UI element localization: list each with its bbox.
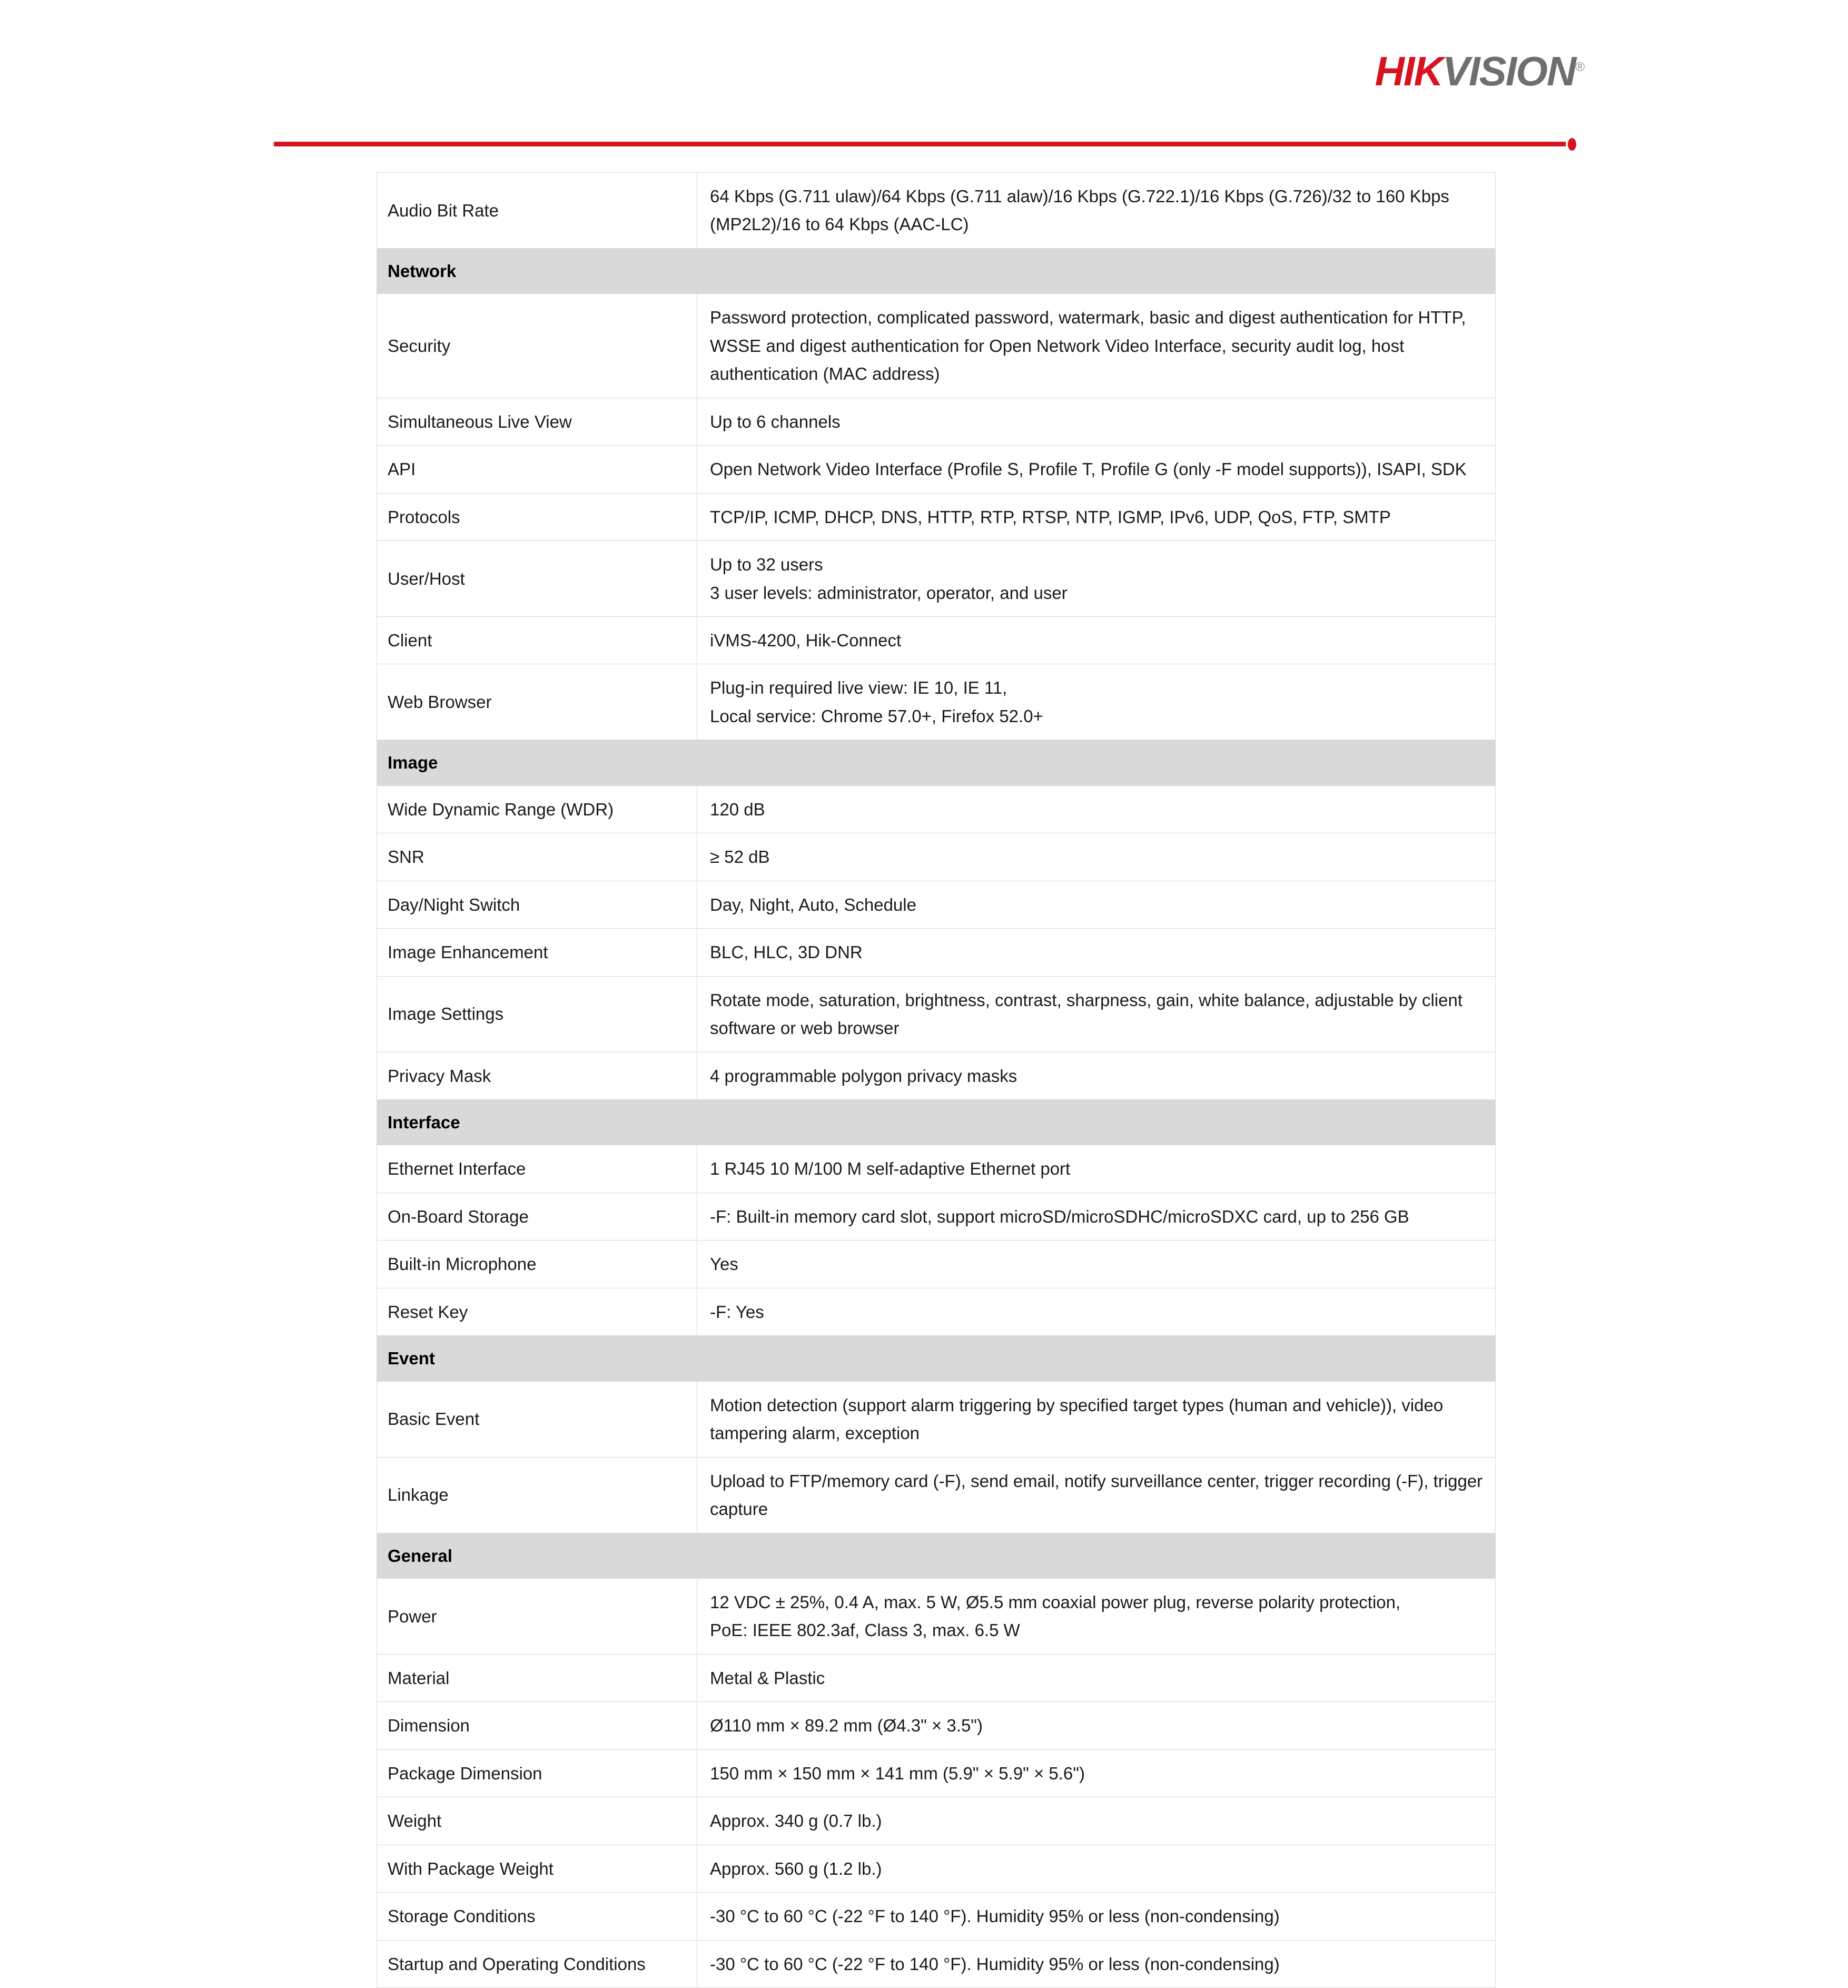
spec-row-label: Audio Bit Rate bbox=[377, 173, 697, 249]
spec-row-label: Power bbox=[377, 1578, 697, 1654]
spec-row-value: Plug-in required live view: IE 10, IE 11, Local service: Chrome 57.0+, Firefox 52.0+ bbox=[697, 664, 1496, 740]
spec-row-label: Built-in Microphone bbox=[377, 1241, 697, 1288]
spec-row-value: ≥ 52 dB bbox=[697, 833, 1496, 881]
spec-row-label: Day/Night Switch bbox=[377, 881, 697, 928]
spec-section-header-row bbox=[377, 248, 1496, 293]
spec-row-value: Up to 32 users 3 user levels: administrator, operator, and user bbox=[697, 541, 1496, 617]
header-rule bbox=[274, 138, 1585, 150]
spec-row bbox=[377, 1797, 1496, 1845]
spec-row-value: Approx. 560 g (1.2 lb.) bbox=[697, 1845, 1496, 1892]
spec-row-label: Privacy Mask bbox=[377, 1052, 697, 1099]
spec-row bbox=[377, 398, 1496, 445]
spec-row bbox=[377, 1654, 1496, 1701]
spec-row bbox=[377, 1241, 1496, 1288]
spec-row-value: Day, Night, Auto, Schedule bbox=[697, 881, 1496, 928]
spec-row-label: Protocols bbox=[377, 493, 697, 540]
spec-row bbox=[377, 1145, 1496, 1193]
spec-row-value: iVMS-4200, Hik-Connect bbox=[697, 616, 1496, 664]
spec-row-value: -F: Built-in memory card slot, support microSD/microSDHC/microSDXC card, up to 256 GB bbox=[697, 1193, 1496, 1240]
spec-section-header-row bbox=[377, 740, 1496, 785]
spec-row bbox=[377, 1288, 1496, 1335]
spec-row-value: BLC, HLC, 3D DNR bbox=[697, 929, 1496, 976]
logo-text-hik: HIK bbox=[1375, 48, 1442, 94]
spec-row-label: On-Board Storage bbox=[377, 1193, 697, 1240]
spec-row bbox=[377, 785, 1496, 833]
spec-row-value: Open Network Video Interface (Profile S, Profile T, Profile G (only -F model supports)), ISAPI, SDK bbox=[697, 446, 1496, 493]
specification-table bbox=[377, 172, 1496, 1988]
spec-row bbox=[377, 976, 1496, 1052]
spec-row bbox=[377, 1457, 1496, 1533]
spec-section-header-label: Image bbox=[377, 740, 1496, 785]
specification-table-container bbox=[377, 172, 1496, 1988]
spec-row bbox=[377, 1381, 1496, 1457]
spec-row bbox=[377, 1052, 1496, 1099]
spec-row bbox=[377, 1578, 1496, 1654]
spec-section-header-row bbox=[377, 1336, 1496, 1381]
spec-row-label: Simultaneous Live View bbox=[377, 398, 697, 445]
spec-row-value: Metal & Plastic bbox=[697, 1654, 1496, 1701]
spec-row-value: Ø110 mm × 89.2 mm (Ø4.3" × 3.5") bbox=[697, 1702, 1496, 1749]
spec-row bbox=[377, 616, 1496, 664]
spec-row-label: Image Settings bbox=[377, 976, 697, 1052]
spec-row-value: 120 dB bbox=[697, 785, 1496, 833]
spec-row-label: Startup and Operating Conditions bbox=[377, 1940, 697, 1987]
spec-section-header-label: Network bbox=[377, 248, 1496, 293]
spec-row-value: Yes bbox=[697, 1241, 1496, 1288]
spec-row-value: Rotate mode, saturation, brightness, contrast, sharpness, gain, white balance, adjustable by client software or web browser bbox=[697, 976, 1496, 1052]
spec-section-header-label: Event bbox=[377, 1336, 1496, 1381]
spec-row-value: Upload to FTP/memory card (-F), send email, notify surveillance center, trigger recording (-F), trigger capture bbox=[697, 1457, 1496, 1533]
spec-section-header-row bbox=[377, 1533, 1496, 1578]
spec-row-label: Client bbox=[377, 616, 697, 664]
spec-row-label: Material bbox=[377, 1654, 697, 1701]
spec-row-label: SNR bbox=[377, 833, 697, 881]
spec-row-label: Web Browser bbox=[377, 664, 697, 740]
spec-row-value: 1 RJ45 10 M/100 M self-adaptive Ethernet port bbox=[697, 1145, 1496, 1193]
spec-row bbox=[377, 929, 1496, 976]
spec-row-label: Storage Conditions bbox=[377, 1893, 697, 1940]
spec-row-value: 64 Kbps (G.711 ulaw)/64 Kbps (G.711 alaw)/16 Kbps (G.722.1)/16 Kbps (G.726)/32 to 160 Kbps (MP2L2)/16 to 64 Kbps (AAC-LC) bbox=[697, 173, 1496, 249]
spec-section-header-label: Interface bbox=[377, 1099, 1496, 1145]
spec-row bbox=[377, 664, 1496, 740]
spec-row-value: Password protection, complicated password, watermark, basic and digest authentication for HTTP, WSSE and digest authentication for Open Network Video Interface, security audit log, host authentication (MAC address) bbox=[697, 294, 1496, 398]
spec-row bbox=[377, 833, 1496, 881]
spec-row bbox=[377, 541, 1496, 617]
spec-row-value: Up to 6 channels bbox=[697, 398, 1496, 445]
spec-row-label: Package Dimension bbox=[377, 1749, 697, 1797]
spec-row bbox=[377, 881, 1496, 928]
spec-row bbox=[377, 1749, 1496, 1797]
spec-row-value: -30 °C to 60 °C (-22 °F to 140 °F). Humidity 95% or less (non-condensing) bbox=[697, 1940, 1496, 1987]
hikvision-logo bbox=[1375, 48, 1585, 94]
spec-row-label: Weight bbox=[377, 1797, 697, 1845]
spec-row-value: 4 programmable polygon privacy masks bbox=[697, 1052, 1496, 1099]
spec-row bbox=[377, 1845, 1496, 1892]
spec-row bbox=[377, 446, 1496, 493]
spec-row-label: Linkage bbox=[377, 1457, 697, 1533]
spec-row-label: Basic Event bbox=[377, 1381, 697, 1457]
spec-row-label: Ethernet Interface bbox=[377, 1145, 697, 1193]
logo-text-vision: VISION bbox=[1442, 48, 1576, 94]
page-header bbox=[0, 0, 1848, 158]
spec-row-label: With Package Weight bbox=[377, 1845, 697, 1892]
spec-section-header-row bbox=[377, 1099, 1496, 1145]
spec-row-label: Image Enhancement bbox=[377, 929, 697, 976]
spec-row-label: Reset Key bbox=[377, 1288, 697, 1335]
spec-row bbox=[377, 1940, 1496, 1987]
spec-row-value: 12 VDC ± 25%, 0.4 A, max. 5 W, Ø5.5 mm coaxial power plug, reverse polarity protection, PoE: IEEE 802.3af, Class 3, max. 6.5 W bbox=[697, 1578, 1496, 1654]
spec-row bbox=[377, 1893, 1496, 1940]
spec-row-label: API bbox=[377, 446, 697, 493]
spec-row-value: -30 °C to 60 °C (-22 °F to 140 °F). Humidity 95% or less (non-condensing) bbox=[697, 1893, 1496, 1940]
spec-row bbox=[377, 493, 1496, 540]
header-rule-line bbox=[274, 142, 1566, 146]
spec-row bbox=[377, 294, 1496, 398]
spec-row bbox=[377, 173, 1496, 249]
spec-row-value: 150 mm × 150 mm × 141 mm (5.9" × 5.9" × 5.6") bbox=[697, 1749, 1496, 1797]
spec-section-header-label: General bbox=[377, 1533, 1496, 1578]
spec-row-label: Security bbox=[377, 294, 697, 398]
registered-trademark-icon: ® bbox=[1575, 60, 1585, 74]
spec-row-value: -F: Yes bbox=[697, 1288, 1496, 1335]
spec-row-label: Dimension bbox=[377, 1702, 697, 1749]
spec-row-value: Approx. 340 g (0.7 lb.) bbox=[697, 1797, 1496, 1845]
spec-row-label: Wide Dynamic Range (WDR) bbox=[377, 785, 697, 833]
header-rule-dot-icon bbox=[1568, 138, 1576, 151]
spec-row-value: Motion detection (support alarm triggering by specified target types (human and vehicle)), video tampering alarm, exception bbox=[697, 1381, 1496, 1457]
spec-row bbox=[377, 1193, 1496, 1240]
spec-row-value: TCP/IP, ICMP, DHCP, DNS, HTTP, RTP, RTSP, NTP, IGMP, IPv6, UDP, QoS, FTP, SMTP bbox=[697, 493, 1496, 540]
spec-row-label: User/Host bbox=[377, 541, 697, 617]
specification-table-body bbox=[377, 173, 1496, 1988]
spec-row bbox=[377, 1702, 1496, 1749]
